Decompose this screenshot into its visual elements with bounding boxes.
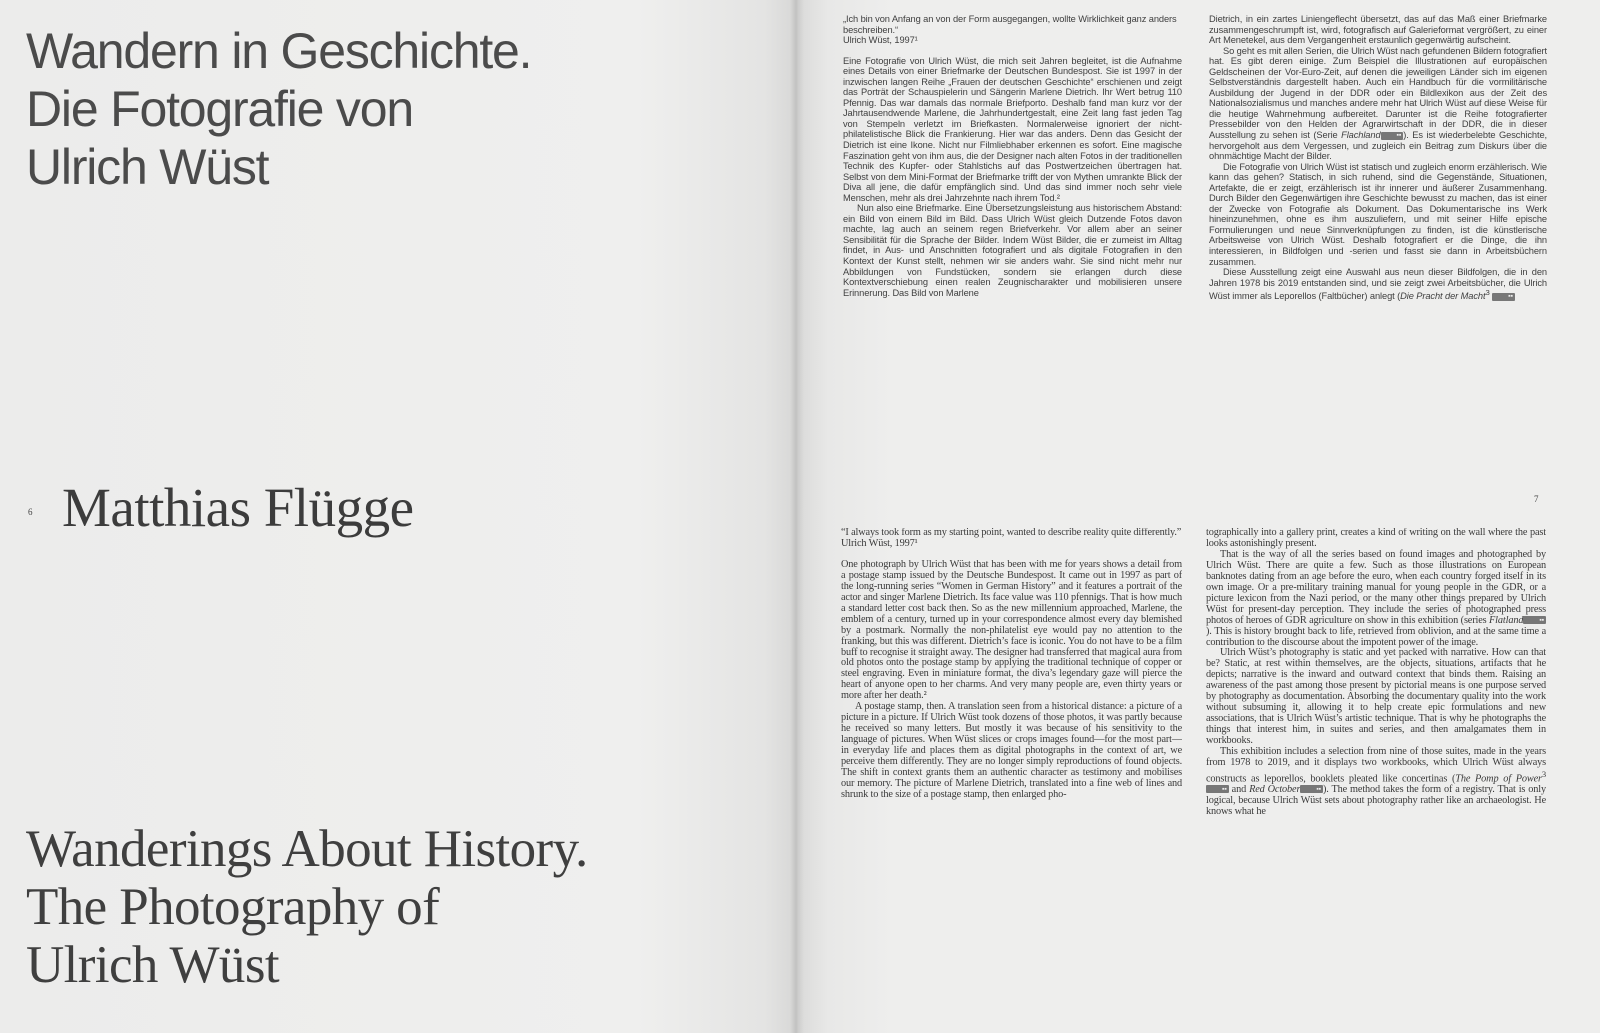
- english-col2-paragraph-4: [1206, 747, 1546, 818]
- english-column-1: [841, 528, 1182, 1025]
- german-title: [26, 22, 726, 196]
- footnote-marker: 3: [1485, 288, 1490, 298]
- german-column-1: [843, 14, 1182, 480]
- english-col2-paragraph-2-end: ). This is history brought back to life, retrieved from oblivion, and at the same time a contribution to the discourse about the impotent power of the image.: [1206, 625, 1546, 648]
- german-col2-paragraph-2: [1209, 46, 1547, 162]
- german-title-line-1: Wandern in Geschichte.: [26, 23, 532, 79]
- image-reference-badge: ▪▪: [1381, 132, 1404, 140]
- german-quote-text: „Ich bin von Anfang an von der Form ausgegangen, wollte Wirklichkeit ganz anders beschreiben.“: [843, 14, 1177, 35]
- german-quote-source: Ulrich Wüst, 1997¹: [843, 35, 918, 46]
- english-title-line-3: Ulrich Wüst: [26, 936, 279, 994]
- english-column-2: [1206, 528, 1546, 1025]
- page-number-right: 7: [1534, 494, 1539, 504]
- english-quote-source: Ulrich Wüst, 1997¹: [841, 537, 918, 549]
- german-col2-paragraph-2-text: So geht es mit allen Serien, die Ulrich Wüst nach gefundenen Bildern fotografiert hat. Es gibt deren einige. Zum Beispiel die Illustrationen auf europäischen Geldscheinen der Vor-Euro-Zeit, auf denen die jeweiligen Länder sich im eigenen Selbstverständnis dargestellt haben. Auch ein Handbuch für die vormilitärische Ausbildung der Jugend in der DDR oder ein Bildlexikon aus der Zeit des Nationalsozialismus und manches andere mehr hat Ulrich Wüst auf diese Weise für die heutige Wahrnehmung aufbereitet. Darunter ist die Reihe fotografierter Pressebilder von den Helden der Agrarwirtschaft in der DDR, die in dieser Ausstellung zu sehen ist (Serie: [1209, 45, 1547, 141]
- image-reference-badge: ▪▪: [1300, 785, 1323, 793]
- english-series-name: Flatland: [1489, 614, 1524, 626]
- german-col2-paragraph-1: Dietrich, in ein zartes Liniengeflecht übersetzt, das auf das Maß einer Briefmarke zusammengeschrumpft ist, wird, fotografisch auf Galerieformat vergrößert, zu einer Art Menetekel, aus dem Vergangenheit erstaunlich gegenwärtig aufscheint.: [1209, 14, 1547, 46]
- english-title-line-1: Wanderings About History.: [26, 820, 588, 878]
- footnote-marker: 3: [1541, 768, 1546, 779]
- english-quote: [841, 528, 1182, 550]
- english-quote-text: “I always took form as my starting point, wanted to describe reality quite differently.”: [841, 528, 1182, 538]
- english-col2-paragraph-3: Ulrich Wüst’s photography is static and yet packed with narrative. How can that be? Static, at rest within themselves, are the objects, situations, artifacts that he depicts; narrative is the inward and outward context that binds them. Raising an awareness of the past among those present by pictorial means is one purpose served by photography as documentation. Absorbing the documentary quality into the work without subsuming it, allowing it to help create epic formulations and new associations, that is Ulrich Wüst’s artistic technique. That is why he photographs the things that interest him, in suites and series, and then amalgamates them in workbooks.: [1206, 647, 1546, 747]
- author-name: Matthias Flügge: [62, 477, 414, 538]
- book-spine: [790, 0, 804, 1033]
- image-reference-badge: ▪▪: [1492, 293, 1515, 301]
- english-col2-paragraph-4-end: ). The method takes the form of a registry. That is only logical, because Ulrich Wüst sets about photography rather like an archaeologist. He knows what he: [1206, 784, 1546, 818]
- english-connector: and: [1228, 784, 1250, 796]
- german-column-2: [1209, 14, 1547, 480]
- english-title-line-2: The Photography of: [26, 878, 440, 936]
- image-reference-badge: ▪▪: [1206, 785, 1229, 793]
- left-page: [0, 0, 796, 1033]
- german-col2-paragraph-2-end: ). Es ist wiederbelebte Geschichte, hervorgeholt aus dem Vergessen, und zugleich ein Beitrag zum Diskurs über die ohnmächtige Macht der Bilder.: [1209, 130, 1547, 162]
- english-workbook-title-2: Red October: [1249, 784, 1301, 796]
- page-number-left: 6: [28, 507, 33, 517]
- english-col2-paragraph-4-text: This exhibition includes a selection from nine of those suites, made in the years from 1978 to 2019, and it displays two workbooks, which Ulrich Wüst always constructs as leporellos, booklets pleated like concertinas (: [1206, 746, 1546, 785]
- image-reference-badge: ▪▪: [1523, 616, 1546, 624]
- english-paragraph-2: A postage stamp, then. A translation seen from a historical distance: a picture of a picture in a picture. If Ulrich Wüst took dozens of those photos, it was partly because he received so many letters. But mostly it was because of his sensitivity to the language of pictures. When Wüst slices or crops images found—for the most part—in everyday life and places them as digital photographs in the context of art, we perceive them differently. They are no longer simply reproductions of found objects. The shift in context grants them an authentic character as testimony and mobilises our memory. The picture of Marlene Dietrich, translated into a fine web of lines and shrunk to the size of a postage stamp, then enlarged pho-: [841, 701, 1182, 800]
- german-col2-paragraph-4: [1209, 267, 1547, 302]
- german-title-line-3: Ulrich Wüst: [26, 139, 269, 195]
- german-paragraph-1: Eine Fotografie von Ulrich Wüst, die mich seit Jahren begleitet, ist die Aufnahme eines Details von einer Briefmarke der Deutschen Bundespost. Sie ist 1997 in der inzwischen langen Reihe „Frauen der deutschen Geschichte“ erschienen und zeigt das Porträt der Schauspielerin und Sängerin Marlene Dietrich. Ihr Wert betrug 110 Pfennig. Das war damals das normale Briefporto. Deshalb fand man kurz vor der Jahrtausendwende Marlene, die Jahrhundertgestalt, eine Zeit lang fast jeden Tag von Stempeln verletzt im Briefkasten. Normalerweise ignoriert der nicht-philatelistische Blick die Frankierung. Hier war das anders. Denn das Gesicht der Dietrich ist eine Ikone. Nicht nur Filmliebhaber erkennen es sofort. Eine magische Faszination geht von ihm aus, die der Designer nach alten Fotos in der traditionellen Technik des Kupfer- oder Stahlstichs auf das Postwertzeichen übertragen hat. Selbst von dem Mini-Format der Briefmarke trifft der von Mythen umrankte Blick der Diva all jene, die dafür empfänglich sind. Und das sind immer noch sehr viele Menschen, mehr als drei Jahrzehnte nach ihrem Tod.²: [843, 55, 1182, 203]
- german-quote: [843, 14, 1182, 46]
- german-workbook-title: Die Pracht der Macht: [1400, 291, 1486, 302]
- german-col2-paragraph-4-text: Diese Ausstellung zeigt eine Auswahl aus neun dieser Bildfolgen, die in den Jahren 1978 bis 2019 entstanden sind, und sie zeigt zwei Arbeitsbücher, die Ulrich Wüst immer als Leporellos (Faltbücher) anlegt (: [1209, 267, 1547, 302]
- english-paragraph-1: One photograph by Ulrich Wüst that has been with me for years shows a detail from a postage stamp issued by the Deutsche Bundespost. It came out in 1997 as part of the long-running series “Women in German History” and it features a portrait of the actor and singer Marlene Dietrich. Its face value was 110 pfennigs. That is how much a standard letter cost back then. So as the new millennium approached, Marlene, the emblem of a century, turned up in your correspondence almost every day blemished by a postmark. Normally the non-philatelist eye would pay no attention to the franking, but this was different. Dietrich’s face is iconic. You do not have to be a film buff to recognise it straight away. The designer had transferred that magical aura from old photos onto the postage stamp by applying the traditional technique of copper or steel engraving. Even in miniature format, the diva’s legendary gaze will pierce the heart of anyone open to her charms. And very many people are, even thirty years or more after her death.²: [841, 558, 1182, 702]
- english-workbook-title-1: The Pomp of Power: [1455, 773, 1542, 785]
- german-col2-paragraph-3: Die Fotografie von Ulrich Wüst ist statisch und zugleich enorm erzählerisch. Wie kann das gehen? Statisch, in sich ruhend, sind die Gegenstände, Situationen, Artefakte, die er zeigt, erzählerisch ist ihr innerer und äußerer Zusammenhang. Durch Bilder den Gegenwärtigen ihre Geschichte bewusst zu machen, das ist einer der Zwecke von Fotografie als Dokument. Das Dokumentarische ins Werk hineinzunehmen, ohne es ihm auszuliefern, und mit seiner Hilfe epische Formulierungen und neue Sinnverknüpfungen zu finden, ist die künstlerische Arbeitsweise von Ulrich Wüst. Deshalb fotografiert er die Dinge, die ihn interessieren, in Bildfolgen und -serien und fasst sie dann in Arbeitsbüchern zusammen.: [1209, 161, 1547, 267]
- english-title: [26, 820, 766, 994]
- english-col2-paragraph-2-text: That is the way of all the series based on found images and photographed by Ulrich Wüst. There are quite a few. Such as those illustrations on European banknotes dating from an age before the euro, when each country forged itself in its own image. Or a pre-military training manual for young people in the GDR, or a picture lexicon from the Nazi period, or the many other things prepared by Ulrich Wüst for present-day perception. They include the series of photographed press photos of heroes of GDR agriculture on show in this exhibition (series: [1206, 548, 1546, 626]
- english-col2-paragraph-1: tographically into a gallery print, creates a kind of writing on the wall where the past looks astonishingly present.: [1206, 528, 1546, 549]
- german-series-name: Flachland: [1341, 130, 1381, 141]
- english-col2-paragraph-2: [1206, 550, 1546, 649]
- german-title-line-2: Die Fotografie von: [26, 81, 413, 137]
- german-paragraph-2: Nun also eine Briefmarke. Eine Übersetzungsleistung aus historischem Abstand: ein Bild von einem Bild im Bild. Dass Ulrich Wüst gleich Dutzende Fotos davon machte, lag auch an seinem regen Briefverkehr. Vor allem aber an seiner Sensibilität für die Sprache der Bilder. Indem Wüst Bilder, die er zumeist im Alltag findet, in Aus- und Anschnitten fotografiert und als digitale Fotografien in den Kontext der Kunst stellt, nehmen wir sie anders wahr. Sie sind nicht mehr nur Abbildungen von Fundstücken, sondern sie erlangen durch diese Kontextverschiebung einen realen Zeugnischarakter und mobilisieren unsere Erinnerung. Das Bild von Marlene: [843, 203, 1182, 298]
